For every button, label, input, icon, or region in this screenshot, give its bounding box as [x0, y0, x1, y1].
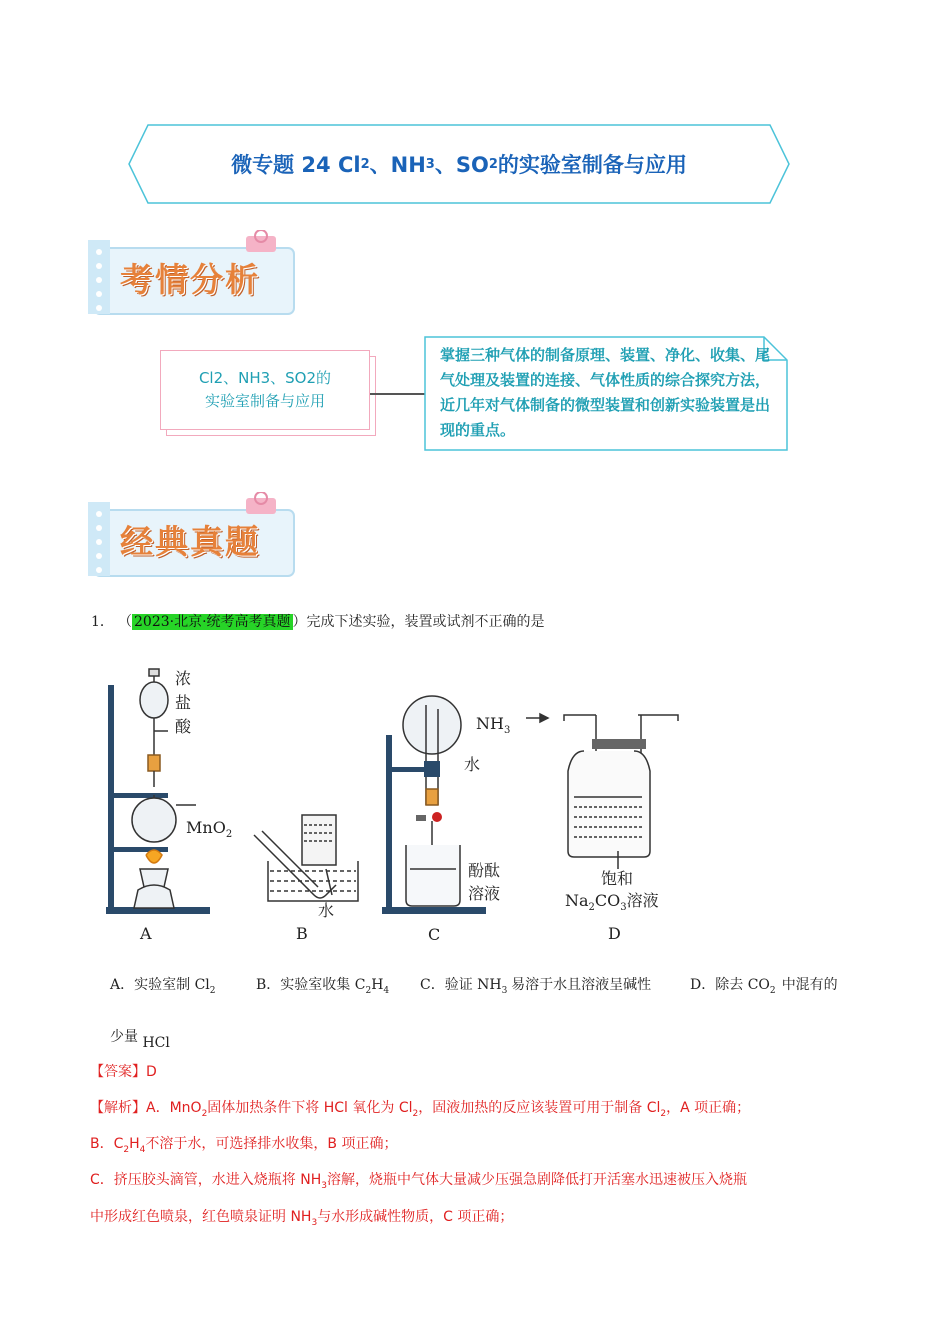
topic-card — [160, 350, 370, 430]
letter-b: B — [296, 924, 308, 943]
exp-sub-c: 2 — [660, 1108, 667, 1119]
na-text: Na — [565, 891, 589, 910]
label-saturated: 饱和 — [601, 869, 634, 888]
question-stem — [118, 611, 545, 631]
analysis-section-label: 考情分析 — [120, 260, 260, 299]
letter-a: A — [140, 924, 152, 943]
label-water-b: 水 — [318, 901, 335, 920]
question-text: 完成下述实验，装置或试剂不正确的是 — [306, 614, 545, 630]
exp-l3a: C．挤压胶头滴管，水进入烧瓶将 NH — [90, 1172, 322, 1188]
b-f1: C — [354, 977, 366, 993]
explanation-line-1 — [90, 1097, 750, 1119]
answer-line — [90, 1061, 157, 1081]
exp-l1d: ，A 项正确； — [666, 1100, 751, 1116]
option-d-formula2: HCl — [142, 1035, 170, 1051]
exp-l1a: A．MnO — [146, 1100, 202, 1116]
co-sub: 3 — [620, 902, 627, 914]
title-sub-1: 2 — [360, 156, 370, 172]
option-d — [690, 974, 838, 994]
exp-l2c: 不溶于水，可选择排水收集，B 项正确； — [145, 1136, 398, 1152]
label-phenol-2: 溶液 — [468, 884, 501, 903]
source-bracket-open: （ — [118, 614, 132, 630]
exp-sub-d: 2 — [123, 1144, 130, 1155]
option-d-formula — [748, 977, 776, 996]
exp-sub-a: 2 — [201, 1108, 208, 1119]
title-sub-3: 2 — [488, 156, 498, 172]
mno2-sub: 2 — [225, 829, 233, 841]
exp-sub-f: 3 — [321, 1180, 327, 1191]
d-s: 2 — [769, 985, 776, 996]
nh3-text: NH — [476, 714, 504, 733]
page-title — [128, 124, 790, 204]
c-f: NH — [477, 977, 502, 993]
label-nh3 — [476, 714, 510, 736]
a-f: Cl — [194, 977, 210, 993]
classic-section-label: 经典真题 — [120, 522, 260, 561]
option-d-line2 — [110, 1026, 176, 1051]
exp-l1b: 固体加热条件下将 HCl 氧化为 Cl — [207, 1100, 413, 1116]
option-c-tail: 易溶于水且溶液呈碱性 — [511, 977, 652, 993]
summary-text: 掌握三种气体的制备原理、装置、净化、收集、尾气处理及装置的连接、气体性质的综合探究方法，近几年对气体制备的微型装置和创新实验装置是出现的重点。 — [440, 346, 771, 439]
option-c-text: C．验证 — [420, 977, 473, 993]
option-b-formula — [355, 977, 389, 996]
label-mno2 — [186, 818, 232, 840]
question-source-highlight: 2023·北京·统考高考真题 — [134, 614, 291, 630]
title-mid-2: 、SO — [434, 153, 489, 177]
option-a-formula — [195, 977, 216, 996]
label-water-c: 水 — [464, 755, 481, 774]
exp-sub-e: 4 — [139, 1144, 146, 1155]
exp-sub-g: 3 — [311, 1217, 318, 1228]
letter-d: D — [608, 924, 621, 943]
explanation-label: 【解析】 — [90, 1100, 146, 1116]
c-s: 3 — [501, 985, 508, 996]
apparatus-b — [254, 815, 358, 901]
option-b — [256, 974, 395, 994]
label-phenol-1: 酚酞 — [468, 861, 501, 880]
title-suffix: 的实验室制备与应用 — [497, 153, 687, 177]
explanation-line-3 — [90, 1169, 747, 1191]
topic-line-1: Cl2、NH3、SO2的 — [198, 369, 332, 387]
option-c-formula — [477, 977, 507, 996]
option-b-text: B．实验室收集 — [256, 977, 351, 993]
title-prefix: 微专题 24 Cl — [231, 153, 361, 177]
apparatus-d — [526, 714, 678, 869]
option-d-tail: 中混有的 — [781, 977, 838, 993]
option-a — [110, 974, 225, 994]
a-s: 2 — [209, 985, 216, 996]
exp-l2b: H — [129, 1136, 140, 1152]
exp-sub-b: 2 — [412, 1108, 419, 1119]
label-na2co3 — [565, 888, 659, 913]
nh3-sub: 3 — [503, 725, 511, 737]
title-sub-2: 3 — [425, 156, 435, 172]
b-s1: 2 — [365, 985, 372, 996]
apparatus-a — [106, 669, 210, 914]
explanation-line-2 — [90, 1133, 397, 1155]
na-sub: 2 — [588, 902, 595, 914]
explanation-line-4 — [90, 1206, 513, 1228]
option-c — [420, 974, 651, 994]
co-text: CO — [594, 891, 621, 910]
source-bracket-close: ） — [292, 614, 307, 630]
topic-line-2: 实验室制备与应用 — [204, 392, 325, 410]
option-d-text: D．除去 — [690, 977, 744, 993]
exp-l1c: ，固液加热的反应该装置可用于制备 Cl — [418, 1100, 661, 1116]
b-s2: 4 — [383, 985, 390, 996]
exp-l4b: 与水形成碱性物质，C 项正确； — [317, 1209, 514, 1225]
answer-value: D — [146, 1064, 157, 1080]
option-a-text: A．实验室制 — [110, 977, 191, 993]
classic-section-tag — [86, 492, 301, 588]
label-conc: 浓 — [175, 669, 192, 688]
analysis-section-tag — [86, 230, 301, 326]
label-hcl: 盐 — [175, 693, 192, 712]
title-mid-1: 、NH — [369, 153, 426, 177]
d-f: CO — [747, 977, 770, 993]
answer-label: 【答案】 — [90, 1064, 146, 1080]
label-acid: 酸 — [175, 717, 192, 736]
sol-text: 溶液 — [626, 891, 659, 910]
exp-l2a: B．C — [90, 1136, 124, 1152]
exp-l3b: 溶解，烧瓶中气体大量减少压强急剧降低打开活塞水迅速被压入烧瓶 — [326, 1172, 747, 1188]
b-f2: H — [371, 977, 384, 993]
question-number: 1． — [91, 614, 114, 630]
exp-l4a: 中形成红色喷泉，红色喷泉证明 NH — [90, 1209, 312, 1225]
option-d-line2-text: 少量 — [110, 1029, 138, 1045]
letter-c: C — [428, 925, 441, 944]
mno2-text: MnO — [186, 818, 226, 837]
connector-line — [370, 393, 426, 395]
